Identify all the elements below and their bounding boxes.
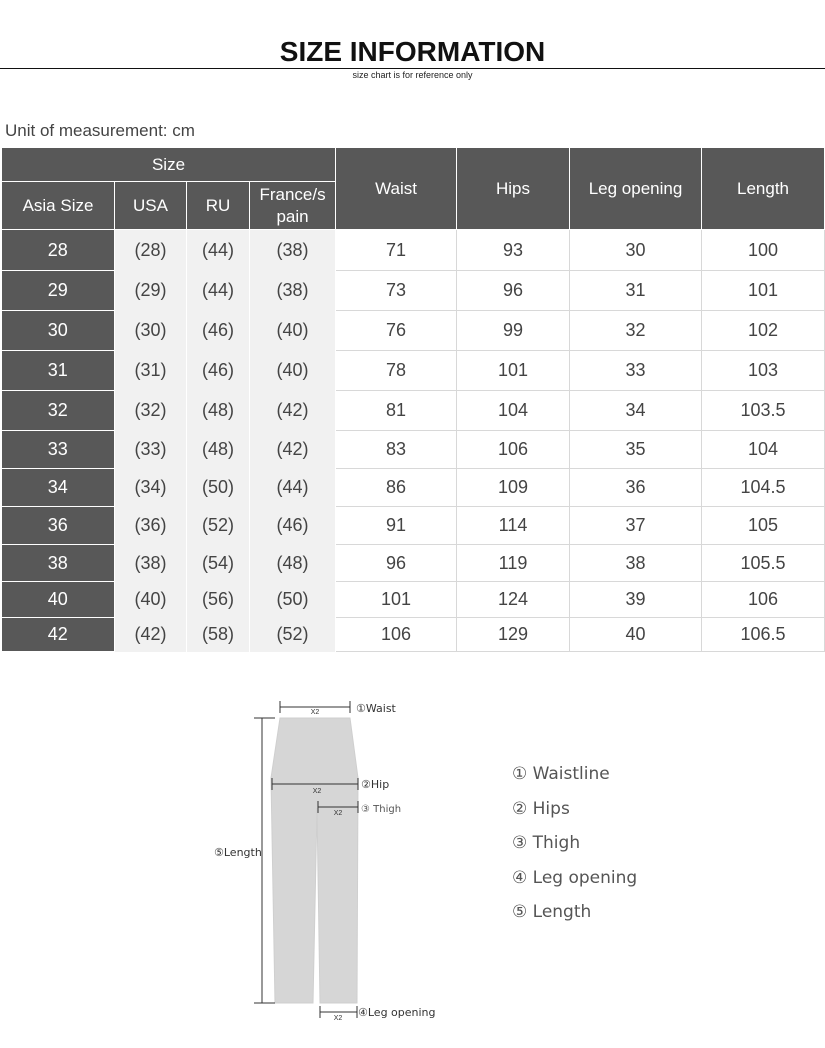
hips-cell: 93 <box>457 230 570 271</box>
hips-cell: 119 <box>457 545 570 582</box>
asia-size-cell: 29 <box>2 271 115 311</box>
waist-x2-text: X2 <box>310 709 320 716</box>
ru-size-cell: (44) <box>187 230 250 271</box>
hips-cell: 129 <box>457 618 570 652</box>
thigh-label: ③ Thigh <box>361 804 402 815</box>
usa-size-cell: (32) <box>115 391 187 431</box>
france-spain-size-cell: (38) <box>250 271 336 311</box>
leg-opening-header: Leg opening <box>570 148 702 230</box>
waist-cell: 81 <box>336 391 457 431</box>
asia-size-cell: 33 <box>2 431 115 469</box>
france-spain-size-cell: (48) <box>250 545 336 582</box>
length-cell: 102 <box>702 311 825 351</box>
waist-cell: 106 <box>336 618 457 652</box>
length-cell: 104.5 <box>702 469 825 507</box>
legend-item-leg-opening: ④ Leg opening <box>512 867 638 888</box>
legend-item-thigh: ③ Thigh <box>512 833 581 853</box>
usa-size-cell: (29) <box>115 271 187 311</box>
table-row <box>2 582 825 618</box>
length-cell: 106.5 <box>702 618 825 652</box>
unit-label: Unit of measurement: cm <box>5 121 195 140</box>
waist-label: ①Waist <box>356 702 396 715</box>
waist-cell: 96 <box>336 545 457 582</box>
france-spain-header-line1: France/s <box>259 184 326 204</box>
leg-opening-cell: 40 <box>570 618 702 652</box>
asia-size-header: Asia Size <box>2 182 115 230</box>
thigh-x2-text: X2 <box>333 810 343 817</box>
asia-size-cell: 42 <box>2 618 115 652</box>
ru-size-cell: (54) <box>187 545 250 582</box>
asia-size-cell: 38 <box>2 545 115 582</box>
size-group-header: Size <box>2 148 336 182</box>
pants-silhouette <box>271 718 358 1003</box>
hips-cell: 104 <box>457 391 570 431</box>
hips-cell: 109 <box>457 469 570 507</box>
waist-header: Waist <box>336 148 457 230</box>
length-cell: 105 <box>702 507 825 545</box>
table-row <box>2 271 825 311</box>
ru-size-cell: (52) <box>187 507 250 545</box>
leg-opening-cell: 37 <box>570 507 702 545</box>
ru-size-cell: (46) <box>187 351 250 391</box>
waist-cell: 101 <box>336 582 457 618</box>
table-row <box>2 230 825 271</box>
length-cell: 103.5 <box>702 391 825 431</box>
usa-size-cell: (30) <box>115 311 187 351</box>
length-cell: 105.5 <box>702 545 825 582</box>
hip-label: ②Hip <box>361 778 390 791</box>
hips-cell: 101 <box>457 351 570 391</box>
length-cell: 100 <box>702 230 825 271</box>
asia-size-cell: 30 <box>2 311 115 351</box>
leg-opening-cell: 38 <box>570 545 702 582</box>
asia-size-cell: 40 <box>2 582 115 618</box>
ru-size-cell: (46) <box>187 311 250 351</box>
hips-cell: 106 <box>457 431 570 469</box>
waist-cell: 71 <box>336 230 457 271</box>
leg-opening-cell: 32 <box>570 311 702 351</box>
length-header: Length <box>702 148 825 230</box>
asia-size-cell: 34 <box>2 469 115 507</box>
usa-size-cell: (31) <box>115 351 187 391</box>
asia-size-cell: 28 <box>2 230 115 271</box>
leg-opening-x2-text: X2 <box>333 1015 343 1022</box>
usa-header: USA <box>115 182 187 230</box>
usa-size-cell: (34) <box>115 469 187 507</box>
leg-opening-cell: 39 <box>570 582 702 618</box>
usa-size-cell: (38) <box>115 545 187 582</box>
table-row <box>2 431 825 469</box>
ru-size-cell: (48) <box>187 431 250 469</box>
hips-cell: 114 <box>457 507 570 545</box>
leg-opening-cell: 36 <box>570 469 702 507</box>
table-row <box>2 351 825 391</box>
ru-size-cell: (58) <box>187 618 250 652</box>
hips-cell: 124 <box>457 582 570 618</box>
length-cell: 103 <box>702 351 825 391</box>
length-cell: 101 <box>702 271 825 311</box>
hips-cell: 99 <box>457 311 570 351</box>
france-spain-size-cell: (42) <box>250 431 336 469</box>
france-spain-size-cell: (42) <box>250 391 336 431</box>
table-row <box>2 391 825 431</box>
leg-opening-cell: 30 <box>570 230 702 271</box>
length-cell: 104 <box>702 431 825 469</box>
ru-size-cell: (44) <box>187 271 250 311</box>
table-row <box>2 469 825 507</box>
table-row <box>2 545 825 582</box>
france-spain-size-cell: (46) <box>250 507 336 545</box>
france-spain-size-cell: (52) <box>250 618 336 652</box>
table-row <box>2 311 825 351</box>
size-table <box>1 147 825 652</box>
waist-cell: 86 <box>336 469 457 507</box>
france-spain-size-cell: (40) <box>250 351 336 391</box>
waist-cell: 73 <box>336 271 457 311</box>
leg-opening-cell: 31 <box>570 271 702 311</box>
table-row <box>2 507 825 545</box>
ru-size-cell: (56) <box>187 582 250 618</box>
usa-size-cell: (28) <box>115 230 187 271</box>
usa-size-cell: (42) <box>115 618 187 652</box>
length-label: ⑤Length <box>214 846 262 859</box>
page-subtitle: size chart is for reference only <box>352 70 473 80</box>
pants-measurement-diagram <box>205 690 445 1030</box>
waist-cell: 76 <box>336 311 457 351</box>
leg-opening-cell: 33 <box>570 351 702 391</box>
france-spain-size-cell: (40) <box>250 311 336 351</box>
title-divider <box>0 68 825 69</box>
france-spain-header-line2: pain <box>276 206 309 226</box>
waist-cell: 91 <box>336 507 457 545</box>
waist-cell: 78 <box>336 351 457 391</box>
hips-cell: 96 <box>457 271 570 311</box>
legend-item-length: ⑤ Length <box>512 902 592 922</box>
measurement-legend <box>512 760 637 933</box>
asia-size-cell: 36 <box>2 507 115 545</box>
ru-header: RU <box>187 182 250 230</box>
leg-opening-cell: 35 <box>570 431 702 469</box>
france-spain-size-cell: (44) <box>250 469 336 507</box>
france-spain-header <box>250 182 336 230</box>
ru-size-cell: (48) <box>187 391 250 431</box>
hip-x2-text: X2 <box>312 788 322 795</box>
france-spain-size-cell: (50) <box>250 582 336 618</box>
leg-opening-cell: 34 <box>570 391 702 431</box>
usa-size-cell: (33) <box>115 431 187 469</box>
asia-size-cell: 32 <box>2 391 115 431</box>
asia-size-cell: 31 <box>2 351 115 391</box>
ru-size-cell: (50) <box>187 469 250 507</box>
waist-cell: 83 <box>336 431 457 469</box>
length-cell: 106 <box>702 582 825 618</box>
france-spain-size-cell: (38) <box>250 230 336 271</box>
legend-item-waistline: ① Waistline <box>512 764 610 784</box>
table-row <box>2 618 825 652</box>
legend-item-hips: ② Hips <box>512 798 570 819</box>
hips-header: Hips <box>457 148 570 230</box>
usa-size-cell: (36) <box>115 507 187 545</box>
leg-opening-label: ④Leg opening <box>358 1006 436 1019</box>
page-title: SIZE INFORMATION <box>279 36 546 67</box>
usa-size-cell: (40) <box>115 582 187 618</box>
